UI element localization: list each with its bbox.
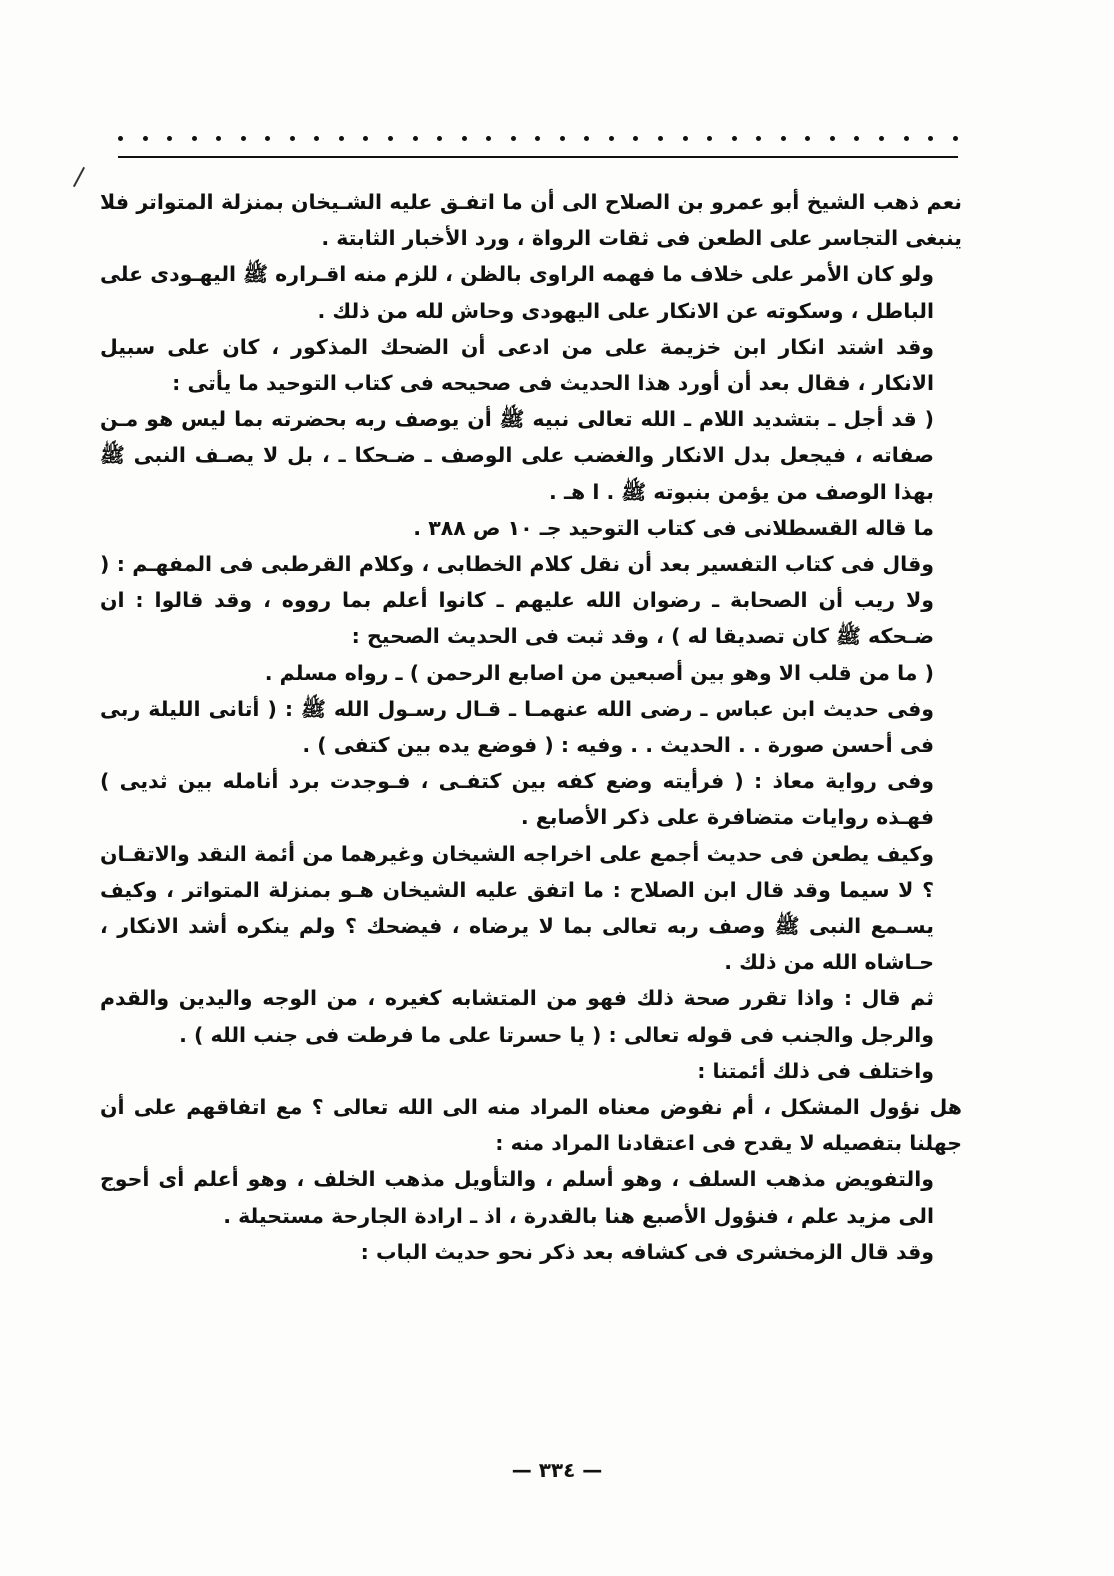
- margin-pen-mark: [73, 167, 85, 187]
- paragraph-4: ( قد أجل ـ بتشديد اللام ـ الله تعالى نبيه ﷺ أن يوصف ربه بحضرته بما ليس هو مـن صفاته ، فيجعل بدل الانكار والغضب على الوصف ـ ضـحكا ـ ، بل لا يصـف النبى ﷺ بهذا الوصف من يؤمن بنبوته ﷺ . ا هـ .: [100, 407, 934, 504]
- paragraph-10: وكيف يطعن فى حديث أجمع على اخراجه الشيخان وغيرهما من أئمة النقد والاتقـان ؟ لا سيما وقد قال ابن الصلاح : ما اتفق عليه الشيخان هـو بمنزلة المتواتر ، وكيف يسـمع النبى ﷺ وصف ربه تعالى بما لا يرضاه ، فيضحك ؟ ولم ينكره أشد الانكار ، حـاشاه الله من ذلك .: [100, 841, 934, 975]
- paragraph-1: نعم ذهب الشيخ أبو عمرو بن الصلاح الى أن ما اتفـق عليه الشـيخان بمنزلة المتواتر فلا ينبغى التجاسر على الطعن فى ثقات الرواة ، ورد الأخبار الثابتة .: [100, 190, 962, 251]
- paragraph-3: وقد اشتد انكار ابن خزيمة على من ادعى أن الضحك المذكور ، كان على سبيل الانكار ، فقال بعد أن أورد هذا الحديث فى صحيحه فى كتاب التوحيد ما يأتى :: [100, 334, 934, 396]
- paragraph-9: وفى رواية معاذ : ( فرأيته وضع كفه بين كتفـى ، فـوجدت برد أنامله بين ثديى ) فهـذه روايات متضافرة على ذكر الأصابع .: [100, 769, 934, 830]
- paragraph-6: وقال فى كتاب التفسير بعد أن نقل كلام الخطابى ، وكلام القرطبى فى المفهـم : ( ولا ريب أن الصحابة ـ رضوان الله عليهم ـ كانوا أعلم بما رووه ، وقد قالوا : ان ضـحكه ﷺ كان تصديقا له ) ، وقد ثبت فى الحديث الصحيح :: [100, 552, 934, 649]
- paragraph-14: والتفويض مذهب السلف ، وهو أسلم ، والتأويل مذهب الخلف ، وهو أعلم أى أحوج الى مزيد علم ، فنؤول الأصبع هنا بالقدرة ، اذ ـ ارادة الجارحة مستحيلة .: [100, 1167, 934, 1228]
- body-text: [100, 184, 962, 1270]
- header-rule-line: [118, 156, 958, 158]
- header-dotted-rule: [118, 128, 958, 148]
- paragraph-13: هل نؤول المشكل ، أم نفوض معناه المراد منه الى الله تعالى ؟ مع اتفاقهم على أن جهلنا بتفصيله لا يقدح فى اعتقادنا المراد منه :: [100, 1095, 962, 1156]
- paragraph-15: وقد قال الزمخشرى فى كشافه بعد ذكر نحو حديث الباب :: [360, 1239, 934, 1264]
- paragraph-2: ولو كان الأمر على خلاف ما فهمه الراوى بالظن ، للزم منه اقـراره ﷺ اليهـودى على الباطل ، وسكوته عن الانكار على اليهودى وحاش لله من ذلك .: [100, 262, 934, 323]
- paragraph-11: ثم قال : واذا تقرر صحة ذلك فهو من المتشابه كغيره ، من الوجه واليدين والقدم والرجل والجنب فى قوله تعالى : ( يا حسرتا على ما فرطت فى جنب الله ) .: [100, 986, 934, 1047]
- page-number: — ٣٣٤ —: [511, 1458, 603, 1482]
- paragraph-7: ( ما من قلب الا وهو بين أصبعين من اصابع الرحمن ) ـ رواه مسلم .: [264, 660, 934, 685]
- paragraph-12: واختلف فى ذلك أئمتنا :: [697, 1058, 934, 1083]
- paragraph-5: ما قاله القسطلانى فى كتاب التوحيد جـ ١٠ ص ٣٨٨ .: [413, 515, 934, 540]
- paragraph-8: وفى حديث ابن عباس ـ رضى الله عنهمـا ـ قـال رسـول الله ﷺ : ( أتانى الليلة ربى فى أحسن صورة . . الحديث . . وفيه : ( فوضع يده بين كتفى ) .: [100, 696, 934, 758]
